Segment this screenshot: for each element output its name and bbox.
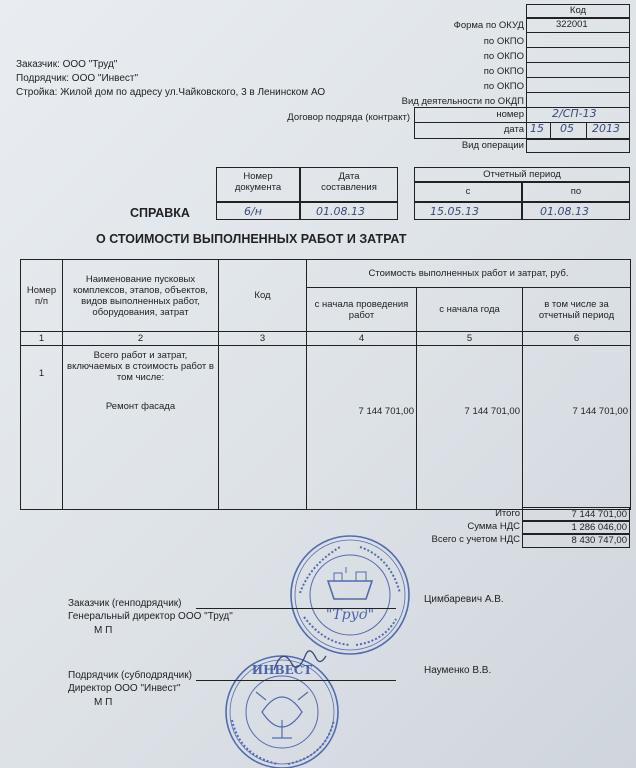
nds-label: Сумма НДС (467, 521, 520, 532)
okpo-label-4: по ОКПО (483, 81, 524, 92)
okpo-label-2: по ОКПО (483, 51, 524, 62)
table-header-row (21, 260, 631, 288)
period-to-value: 01.08.13 (540, 205, 589, 218)
contractor-signature (270, 640, 330, 680)
total-row-nds (348, 520, 630, 533)
document-title: О СТОИМОСТИ ВЫПОЛНЕННЫХ РАБОТ И ЗАТРАТ (96, 232, 407, 246)
row-name-cell (63, 346, 219, 510)
table-colnum-row (21, 332, 631, 346)
customer-mp: М П (94, 625, 113, 636)
trud-stamp (286, 533, 414, 657)
contractor-role: Подрядчик (субподрядчик) (68, 670, 192, 681)
kod-label: Код (569, 5, 587, 16)
row-value-since-start: 7 144 701,00 (307, 346, 417, 510)
itogo-value: 7 144 701,00 (522, 507, 630, 522)
nomer-label: номер (496, 109, 524, 120)
nds-value: 1 286 046,00 (522, 520, 630, 535)
customer-name: Цимбаревич А.В. (424, 594, 504, 605)
period-label: Отчетный период (483, 169, 561, 180)
col-header-since-year: с начала года (417, 288, 523, 332)
works-cost-table (20, 259, 631, 510)
date-sep-2 (586, 122, 587, 139)
contract-date-day: 15 (530, 122, 544, 135)
itogo-label: Итого (495, 508, 520, 519)
date-sep-1 (550, 122, 551, 139)
invest-stamp-text: ИНВЕСТ (251, 663, 313, 677)
total-with-nds-label: Всего с учетом НДС (431, 534, 520, 545)
colnum-2: 2 (63, 332, 219, 346)
contract-label: Договор подряда (контракт) (287, 112, 410, 123)
table-row (21, 346, 631, 510)
row-description: Всего работ и затрат, включаемых в стоимость работ в том числе: (67, 350, 214, 383)
customer-line: Заказчик: ООО "Труд" (16, 59, 118, 70)
col-header-period: в том числе за отчетный период (523, 288, 631, 332)
code-divider (526, 32, 630, 33)
row-value-since-year: 7 144 701,00 (417, 346, 523, 510)
contract-number: 2/СП-13 (552, 107, 597, 120)
doc-date-label: Дата составления (321, 171, 377, 193)
contract-date-year: 2013 (592, 122, 620, 135)
row-code (219, 346, 307, 510)
customer-role: Заказчик (генподрядчик) (68, 598, 182, 609)
vid-operacii-label: Вид операции (461, 140, 524, 151)
row-item-facade: Ремонт фасада (105, 401, 176, 412)
contractor-mp: М П (94, 697, 113, 708)
okud-value: 322001 (556, 19, 588, 30)
customer-title: Генеральный директор ООО "Труд" (68, 611, 233, 622)
col-header-code: Код (219, 260, 307, 332)
period-to-label: по (570, 186, 582, 197)
contract-date-month: 05 (560, 122, 574, 135)
colnum-6: 6 (523, 332, 631, 346)
colnum-4: 4 (307, 332, 417, 346)
code-divider (526, 47, 630, 48)
customer-sign-line (196, 608, 396, 609)
period-from-label: с (465, 186, 471, 197)
construction-site-line: Стройка: Жилой дом по адресу ул.Чайковского, 3 в Ленинском АО (16, 87, 326, 98)
contractor-line: Подрядчик: ООО "Инвест" (16, 73, 139, 84)
total-row-itogo (348, 507, 630, 520)
col-header-number: Номер п/п (21, 260, 63, 332)
doc-number-value: 6/н (244, 205, 262, 218)
okpo-label-3: по ОКПО (483, 66, 524, 77)
okpo-label-1: по ОКПО (483, 36, 524, 47)
total-with-nds-value: 8 430 747,00 (522, 533, 630, 548)
trud-stamp-text: "Труд" (325, 607, 375, 623)
contractor-name: Науменко В.В. (424, 665, 492, 676)
data-label: дата (503, 124, 524, 135)
contractor-sign-line (196, 680, 396, 681)
col-header-cost-group: Стоимость выполненных работ и затрат, руб. (307, 260, 631, 288)
colnum-3: 3 (219, 332, 307, 346)
colnum-5: 5 (417, 332, 523, 346)
vid-operacii-box (526, 139, 630, 153)
code-divider (526, 92, 630, 93)
row-value-period: 7 144 701,00 (523, 346, 631, 510)
row-number: 1 (21, 346, 63, 510)
kod-header-cell (526, 4, 630, 18)
doc-date-value: 01.08.13 (316, 205, 365, 218)
period-from-value: 15.05.13 (430, 205, 479, 218)
doc-number-label: Номер документа (234, 171, 282, 193)
colnum-1: 1 (21, 332, 63, 346)
contract-vdivider (526, 107, 527, 139)
col-header-name: Наименование пусковых комплексов, этапов, объектов, видов выполненных работ, оборудования, затрат (63, 260, 219, 332)
okdp-label: Вид деятельности по ОКДП (401, 96, 524, 107)
okud-label: Форма по ОКУД (453, 20, 524, 31)
spravka-title: СПРАВКА (130, 206, 190, 220)
code-divider (526, 77, 630, 78)
col-header-since-start: с начала проведения работ (307, 288, 417, 332)
code-divider (526, 62, 630, 63)
contractor-title: Директор ООО "Инвест" (68, 683, 181, 694)
